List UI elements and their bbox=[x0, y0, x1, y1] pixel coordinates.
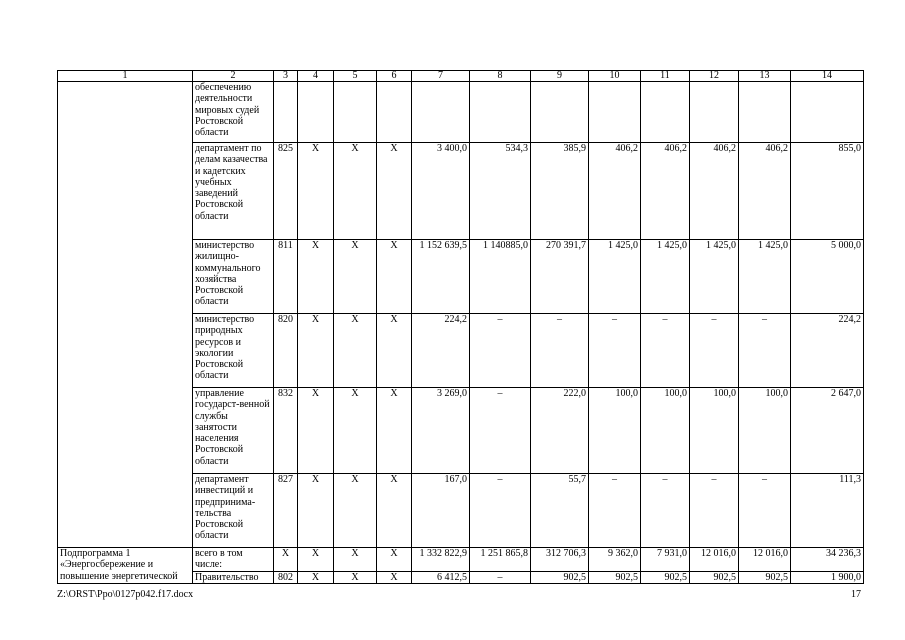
value-cell: Х bbox=[334, 143, 377, 240]
value-cell: Х bbox=[334, 388, 377, 474]
code-cell: Х bbox=[274, 548, 298, 572]
value-cell: 100,0 bbox=[589, 388, 641, 474]
value-cell: Х bbox=[334, 572, 377, 584]
value-cell: 34 236,3 bbox=[791, 548, 864, 572]
value-cell bbox=[739, 82, 791, 143]
value-cell bbox=[298, 82, 334, 143]
value-cell: Х bbox=[334, 474, 377, 548]
value-cell bbox=[334, 82, 377, 143]
value-cell: 902,5 bbox=[589, 572, 641, 584]
value-cell bbox=[641, 82, 690, 143]
value-cell: 406,2 bbox=[739, 143, 791, 240]
column-header: 13 bbox=[739, 71, 791, 82]
value-cell: 1 425,0 bbox=[589, 240, 641, 314]
value-cell: – bbox=[739, 314, 791, 388]
value-cell: 3 400,0 bbox=[412, 143, 470, 240]
value-cell: 902,5 bbox=[739, 572, 791, 584]
value-cell: – bbox=[531, 314, 589, 388]
column-header: 3 bbox=[274, 71, 298, 82]
column-number-row bbox=[58, 71, 864, 82]
value-cell: 2 647,0 bbox=[791, 388, 864, 474]
value-cell: Х bbox=[334, 240, 377, 314]
value-cell: Х bbox=[377, 314, 412, 388]
value-cell: – bbox=[739, 474, 791, 548]
value-cell: Х bbox=[377, 143, 412, 240]
value-cell: – bbox=[690, 314, 739, 388]
value-cell: Х bbox=[377, 388, 412, 474]
executor-cell: департамент инвестиций и предпринима-тельства Ростовской области bbox=[193, 474, 274, 548]
value-cell: 1 900,0 bbox=[791, 572, 864, 584]
value-cell: 111,3 bbox=[791, 474, 864, 548]
value-cell: 312 706,3 bbox=[531, 548, 589, 572]
value-cell: 1 251 865,8 bbox=[470, 548, 531, 572]
value-cell: Х bbox=[298, 572, 334, 584]
page-number: 17 bbox=[851, 589, 861, 600]
value-cell: Х bbox=[377, 240, 412, 314]
column-header: 1 bbox=[58, 71, 193, 82]
value-cell bbox=[690, 82, 739, 143]
code-cell: 825 bbox=[274, 143, 298, 240]
value-cell: 100,0 bbox=[739, 388, 791, 474]
value-cell: Х bbox=[377, 474, 412, 548]
value-cell bbox=[589, 82, 641, 143]
value-cell: 1 332 822,9 bbox=[412, 548, 470, 572]
value-cell: – bbox=[589, 314, 641, 388]
value-cell bbox=[377, 82, 412, 143]
program-name-cell bbox=[58, 82, 193, 548]
value-cell: 1 425,0 bbox=[690, 240, 739, 314]
value-cell bbox=[470, 82, 531, 143]
column-header: 6 bbox=[377, 71, 412, 82]
value-cell: 406,2 bbox=[589, 143, 641, 240]
value-cell: 222,0 bbox=[531, 388, 589, 474]
column-header: 12 bbox=[690, 71, 739, 82]
value-cell: – bbox=[470, 572, 531, 584]
value-cell: 100,0 bbox=[641, 388, 690, 474]
value-cell: Х bbox=[377, 572, 412, 584]
value-cell: – bbox=[470, 314, 531, 388]
value-cell: 9 362,0 bbox=[589, 548, 641, 572]
value-cell: – bbox=[690, 474, 739, 548]
executor-cell: Правительство bbox=[193, 572, 274, 584]
value-cell: Х bbox=[298, 240, 334, 314]
value-cell: – bbox=[589, 474, 641, 548]
value-cell: Х bbox=[334, 548, 377, 572]
value-cell: 5 000,0 bbox=[791, 240, 864, 314]
value-cell: 1 425,0 bbox=[739, 240, 791, 314]
executor-cell: всего в том числе: bbox=[193, 548, 274, 572]
value-cell: Х bbox=[298, 548, 334, 572]
value-cell: Х bbox=[334, 314, 377, 388]
column-header: 10 bbox=[589, 71, 641, 82]
value-cell: 12 016,0 bbox=[690, 548, 739, 572]
column-header: 14 bbox=[791, 71, 864, 82]
table-row-subprogram-total bbox=[58, 548, 864, 572]
value-cell: 385,9 bbox=[531, 143, 589, 240]
column-header: 7 bbox=[412, 71, 470, 82]
file-path: Z:\ORST\Ppo\0127p042.f17.docx bbox=[57, 589, 194, 600]
value-cell bbox=[412, 82, 470, 143]
executor-cell: обеспечению деятельности мировых судей Ростовской области bbox=[193, 82, 274, 143]
column-header: 11 bbox=[641, 71, 690, 82]
value-cell: – bbox=[641, 474, 690, 548]
code-cell: 802 bbox=[274, 572, 298, 584]
column-header: 8 bbox=[470, 71, 531, 82]
code-cell bbox=[274, 82, 298, 143]
value-cell: 7 931,0 bbox=[641, 548, 690, 572]
column-header: 2 bbox=[193, 71, 274, 82]
value-cell: 6 412,5 bbox=[412, 572, 470, 584]
column-header: 9 bbox=[531, 71, 589, 82]
value-cell: 534,3 bbox=[470, 143, 531, 240]
value-cell: Х bbox=[377, 548, 412, 572]
value-cell: 224,2 bbox=[412, 314, 470, 388]
subprogram-title-cell: Подпрограмма 1 «Энергосбережение и повышение энергетической bbox=[58, 548, 193, 584]
executor-cell: управление государст-венной службы занятости населения Ростовской области bbox=[193, 388, 274, 474]
code-cell: 811 bbox=[274, 240, 298, 314]
budget-table bbox=[57, 70, 864, 584]
code-cell: 827 bbox=[274, 474, 298, 548]
value-cell: 12 016,0 bbox=[739, 548, 791, 572]
value-cell: 167,0 bbox=[412, 474, 470, 548]
value-cell: 902,5 bbox=[641, 572, 690, 584]
column-header: 5 bbox=[334, 71, 377, 82]
value-cell bbox=[531, 82, 589, 143]
code-cell: 832 bbox=[274, 388, 298, 474]
column-header: 4 bbox=[298, 71, 334, 82]
value-cell: Х bbox=[298, 474, 334, 548]
value-cell bbox=[791, 82, 864, 143]
value-cell: 855,0 bbox=[791, 143, 864, 240]
executor-cell: министерство жилищно-коммунального хозяйства Ростовской области bbox=[193, 240, 274, 314]
value-cell: Х bbox=[298, 388, 334, 474]
value-cell: – bbox=[470, 388, 531, 474]
value-cell: 1 152 639,5 bbox=[412, 240, 470, 314]
table-row bbox=[58, 82, 864, 143]
executor-cell: министерство природных ресурсов и экологии Ростовской области bbox=[193, 314, 274, 388]
value-cell: 902,5 bbox=[531, 572, 589, 584]
executor-cell: департамент по делам казачества и кадетских учебных заведений Ростовской области bbox=[193, 143, 274, 240]
value-cell: 902,5 bbox=[690, 572, 739, 584]
value-cell: 55,7 bbox=[531, 474, 589, 548]
value-cell: 224,2 bbox=[791, 314, 864, 388]
value-cell: 3 269,0 bbox=[412, 388, 470, 474]
value-cell: 1 140885,0 bbox=[470, 240, 531, 314]
value-cell: – bbox=[470, 474, 531, 548]
value-cell: 1 425,0 bbox=[641, 240, 690, 314]
value-cell: 406,2 bbox=[690, 143, 739, 240]
value-cell: 406,2 bbox=[641, 143, 690, 240]
value-cell: 270 391,7 bbox=[531, 240, 589, 314]
code-cell: 820 bbox=[274, 314, 298, 388]
value-cell: Х bbox=[298, 314, 334, 388]
value-cell: Х bbox=[298, 143, 334, 240]
value-cell: – bbox=[641, 314, 690, 388]
value-cell: 100,0 bbox=[690, 388, 739, 474]
